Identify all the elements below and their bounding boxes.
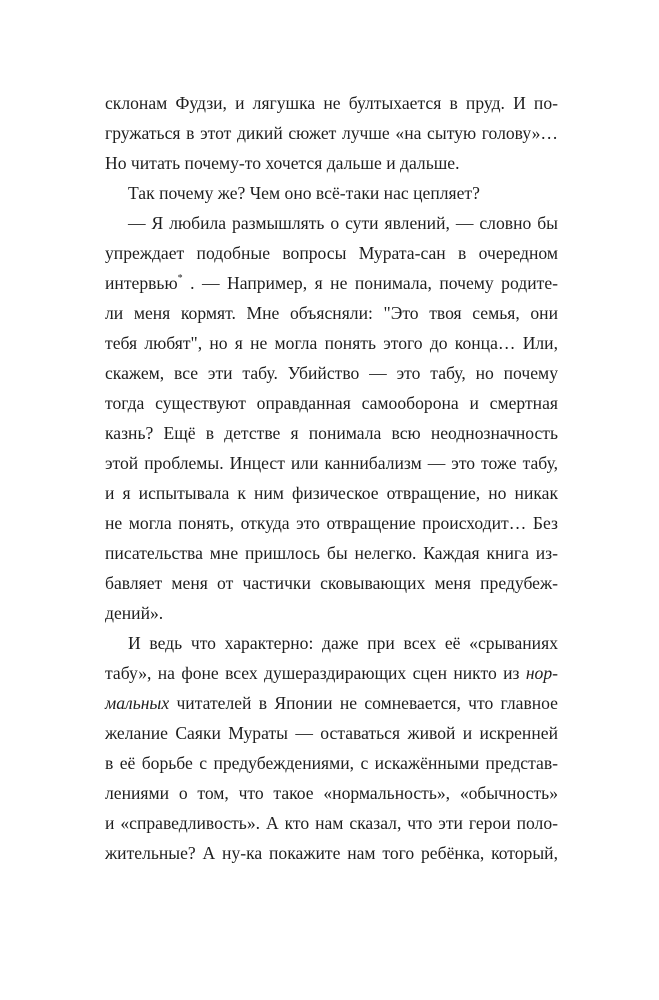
- text-line: [105, 658, 558, 688]
- text-line: жительные? А ну-ка покажите нам того ребёнка, который,: [105, 843, 558, 863]
- italic-word: нор-: [525, 663, 558, 683]
- text-line: Так почему же? Чем оно всё-таки нас цепляет?: [128, 183, 480, 203]
- text-line: гружаться в этот дикий сюжет лучше «на сытую голову»…: [105, 123, 558, 143]
- text-line: в её борьбе с предубеждениями, с искажёнными представ-: [105, 753, 558, 773]
- text-line: бавляет меня от частички сковывающих меня предубеж-: [105, 573, 558, 593]
- text-line: скажем, все эти табу. Убийство — это табу, но почему: [105, 363, 558, 383]
- text-line: склонам Фудзи, и лягушка не бултыхается в пруд. И по-: [105, 93, 558, 113]
- text-fragment: читателей в Японии не сомневается, что главное: [176, 693, 558, 713]
- text-line: упреждает подобные вопросы Мурата-сан в очередном: [105, 243, 558, 263]
- text-line: И ведь что характерно: даже при всех её «срываниях: [128, 633, 558, 653]
- text-line: — Я любила размышлять о сути явлений, — словно бы: [128, 213, 558, 233]
- text-fragment: табу», на фоне всех душераздирающих сцен никто из: [105, 663, 520, 683]
- text-line: тогда существуют оправданная самооборона и смертная: [105, 393, 558, 413]
- text-line: желание Саяки Мураты — оставаться живой и искренней: [105, 723, 558, 743]
- text-line: лениями о том, что такое «нормальность», «обычность»: [105, 783, 558, 803]
- italic-word: мальных: [105, 693, 170, 713]
- text-fragment: интервью: [105, 273, 178, 293]
- text-line: этой проблемы. Инцест или каннибализм — это тоже табу,: [105, 453, 558, 473]
- text-line: [105, 688, 558, 718]
- text-line: [105, 268, 558, 298]
- text-line: Но читать почему-то хочется дальше и дальше.: [105, 153, 460, 173]
- text-line: дений».: [105, 603, 164, 623]
- text-line: писательства мне пришлось бы нелегко. Каждая книга из-: [105, 543, 558, 563]
- text-fragment: . — Например, я не понимала, почему родите-: [190, 273, 558, 293]
- text-line: казнь? Ещё в детстве я понимала всю неоднозначность: [105, 423, 558, 443]
- footnote-marker: *: [177, 273, 183, 284]
- text-line: и «справедливость». А кто нам сказал, что эти герои поло-: [105, 813, 558, 833]
- text-line: и я испытывала к ним физическое отвращение, но никак: [105, 483, 558, 503]
- text-line: ли меня кормят. Мне объясняли: "Это твоя семья, они: [105, 303, 558, 323]
- text-line: тебя любят", но я не могла понять этого до конца… Или,: [105, 333, 558, 353]
- text-line: не могла понять, откуда это отвращение происходит… Без: [105, 513, 558, 533]
